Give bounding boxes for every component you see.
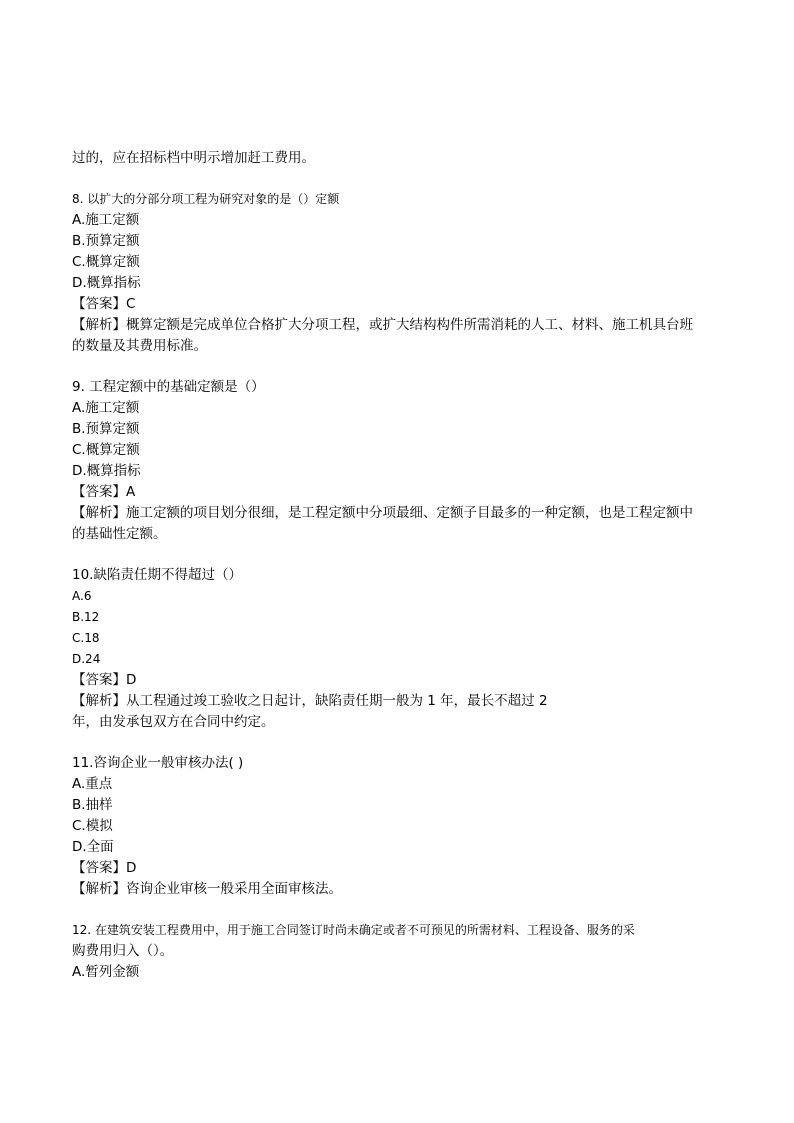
option-c: C.概算定额 xyxy=(72,442,140,458)
analysis-line-2: 的基础性定额。 xyxy=(72,526,167,542)
option-c: C.概算定额 xyxy=(72,254,140,270)
analysis-line-1: 【解析】概算定额是完成单位合格扩大分项工程，或扩大结构构件所需消耗的人工、材料、施工机具台班 xyxy=(72,317,693,333)
option-c: C.18 xyxy=(72,631,100,645)
option-b: B.抽样 xyxy=(72,797,113,813)
question-title: 10.缺陷责任期不得超过（） xyxy=(72,567,242,583)
option-a: A.重点 xyxy=(72,776,113,792)
intro-text: 过的，应在招标档中明示增加赶工费用。 xyxy=(72,150,315,166)
option-c: C.模拟 xyxy=(72,818,113,834)
question-9 xyxy=(72,377,732,545)
analysis-line-1: 【解析】施工定额的项目划分很细，是工程定额中分项最细、定额子目最多的一种定额，也是工程定额中 xyxy=(72,505,693,521)
spacer xyxy=(72,900,732,920)
option-a: A.暂列金额 xyxy=(72,964,140,980)
document-page xyxy=(72,148,732,983)
question-8 xyxy=(72,189,732,357)
question-11 xyxy=(72,753,732,900)
analysis-line-2: 的数量及其费用标准。 xyxy=(72,338,207,354)
answer: 【答案】C xyxy=(72,296,136,312)
option-a: A.6 xyxy=(72,589,92,603)
option-d: D.概算指标 xyxy=(72,275,141,291)
option-d: D.24 xyxy=(72,652,101,666)
option-a: A.施工定额 xyxy=(72,400,140,416)
option-b: B.预算定额 xyxy=(72,421,140,437)
spacer xyxy=(72,357,732,377)
question-title: 9. 工程定额中的基础定额是（） xyxy=(72,379,265,395)
analysis-line-2: 年，由发承包双方在合同中约定。 xyxy=(72,714,275,730)
option-a: A.施工定额 xyxy=(72,212,140,228)
answer: 【答案】A xyxy=(72,484,136,500)
question-title: 11.咨询企业一般审核办法( ) xyxy=(72,755,244,771)
spacer xyxy=(72,733,732,753)
spacer xyxy=(72,169,732,189)
option-b: B.预算定额 xyxy=(72,233,140,249)
question-title-line-2: 购费用归入（）。 xyxy=(72,943,174,959)
spacer xyxy=(72,545,732,565)
question-title-line-1: 12. 在建筑安装工程费用中，用于施工合同签订时尚未确定或者不可预见的所需材料、工程设备、服务的采 xyxy=(72,923,635,937)
answer: 【答案】D xyxy=(72,860,137,876)
question-12 xyxy=(72,920,732,983)
analysis-line-1: 【解析】咨询企业审核一般采用全面审核法。 xyxy=(72,881,342,897)
question-10 xyxy=(72,565,732,733)
analysis-line-1: 【解析】从工程通过竣工验收之日起计，缺陷责任期一般为 1 年，最长不超过 2 xyxy=(72,693,548,709)
option-d: D.全面 xyxy=(72,839,114,855)
option-b: B.12 xyxy=(72,610,100,624)
answer: 【答案】D xyxy=(72,672,137,688)
question-title: 8. 以扩大的分部分项工程为研究对象的是（）定额 xyxy=(72,192,340,206)
option-d: D.概算指标 xyxy=(72,463,141,479)
